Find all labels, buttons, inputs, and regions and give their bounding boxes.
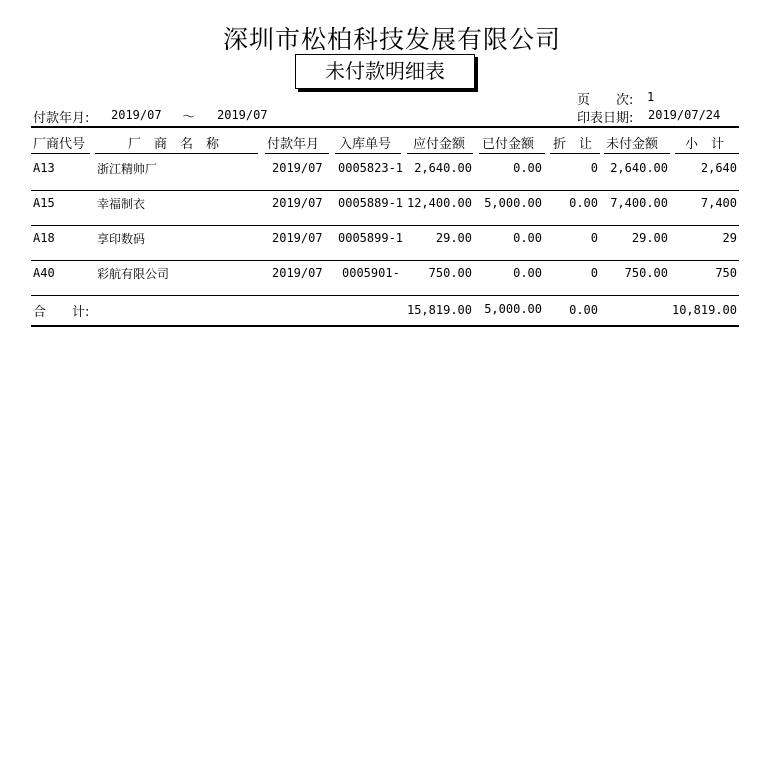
report-title: 未付款明细表 [295,54,475,89]
row-3-code: A18 [33,231,55,245]
page-label: 页 次: [577,93,634,108]
total-paid: 5,000.00 [484,302,542,316]
row-4-code: A40 [33,266,55,280]
row-separator [31,190,739,191]
period-to: 2019/07 [217,108,268,122]
header-underline [675,153,739,154]
row-2-unpaid: 7,400.00 [610,196,668,210]
header-underline [407,153,473,154]
header-receipt: 入库单号 [339,137,392,152]
header-payable: 应付金额 [413,137,466,152]
total-label: 合 计: [33,305,90,320]
row-3-payable: 29.00 [435,231,472,245]
row-1-paid: 0.00 [513,161,542,175]
row-1-unpaid: 2,640.00 [610,161,668,175]
row-separator [31,260,739,261]
row-4-name: 彩航有限公司 [97,267,170,281]
row-1-discount: 0 [590,161,598,175]
row-3-unpaid: 29.00 [631,231,668,245]
period-separator: ～ [182,110,196,125]
header-paid: 已付金额 [482,137,535,152]
row-4-subtotal: 750 [715,266,737,280]
row-1-month: 2019/07 [272,161,323,175]
period-from: 2019/07 [111,108,162,122]
header-unpaid: 未付金额 [606,137,659,152]
row-3-discount: 0 [590,231,598,245]
header-name: 厂 商 名 称 [128,137,220,152]
row-2-discount: 0.00 [569,196,598,210]
header-underline [31,153,90,154]
row-2-code: A15 [33,196,55,210]
row-2-subtotal: 7,400 [700,196,737,210]
row-separator [31,225,739,226]
row-1-receipt: 0005823-1 [338,161,404,175]
row-2-paid: 5,000.00 [484,196,542,210]
print-date: 2019/07/24 [648,108,721,122]
row-4-receipt: 0005901- [342,266,400,280]
row-3-paid: 0.00 [513,231,542,245]
header-code: 厂商代号 [33,137,86,152]
row-3-name: 享印数码 [97,232,146,246]
period-label: 付款年月: [33,111,90,126]
company-name: 深圳市松柏科技发展有限公司 [222,25,561,54]
row-2-payable: 12,400.00 [406,196,472,210]
row-4-unpaid: 750.00 [624,266,668,280]
header-subtotal: 小 计 [685,137,725,152]
row-1-subtotal: 2,640 [700,161,737,175]
row-4-paid: 0.00 [513,266,542,280]
row-2-month: 2019/07 [272,196,323,210]
header-underline [604,153,670,154]
row-3-subtotal: 29 [722,231,737,245]
total-discount: 0.00 [569,303,598,317]
table-top-rule [31,126,739,128]
page-number: 1 [647,90,655,104]
row-4-month: 2019/07 [272,266,323,280]
row-1-payable: 2,640.00 [414,161,472,175]
row-2-name: 幸福制衣 [97,197,146,211]
total-unpaid: 10,819.00 [671,303,737,317]
row-separator [31,295,739,296]
header-underline [550,153,600,154]
header-underline [95,153,258,154]
row-1-name: 浙江精帅厂 [97,162,158,176]
header-underline [265,153,329,154]
header-month: 付款年月 [267,137,320,152]
row-3-receipt: 0005899-1 [338,231,404,245]
row-4-payable: 750.00 [428,266,472,280]
row-2-receipt: 0005889-1 [338,196,404,210]
header-discount: 折 让 [553,137,593,152]
total-payable: 15,819.00 [406,303,472,317]
row-4-discount: 0 [590,266,598,280]
header-underline [335,153,401,154]
header-underline [479,153,545,154]
row-1-code: A13 [33,161,55,175]
table-bottom-rule [31,325,739,327]
row-3-month: 2019/07 [272,231,323,245]
print-date-label: 印表日期: [577,111,634,126]
